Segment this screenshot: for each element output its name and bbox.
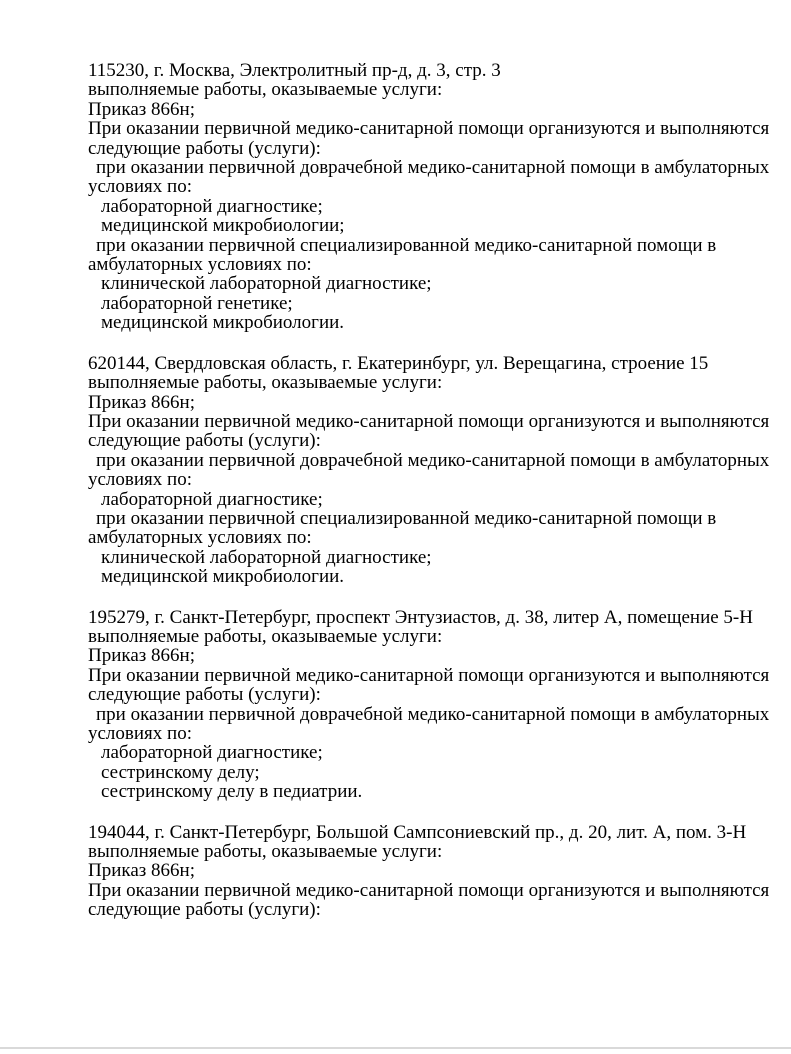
- section-heading: при оказании первичной специализированной медико-санитарной помощи в амбулаторных условиях по:: [88, 507, 717, 549]
- works-label: выполняемые работы, оказываемые услуги:: [88, 841, 443, 863]
- service-item: медицинской микробиологии;: [101, 215, 345, 237]
- works-label: выполняемые работы, оказываемые услуги:: [88, 79, 443, 101]
- service-item: лабораторной генетике;: [101, 292, 293, 314]
- location-address: 195279, г. Санкт-Петербург, проспект Энтузиастов, д. 38, литер А, помещение 5-Н: [88, 606, 753, 628]
- service-item: клинической лабораторной диагностике;: [101, 546, 432, 568]
- intro-paragraph: При оказании первичной медико-санитарной помощи организуются и выполняются следующие работы (услуги):: [88, 118, 770, 159]
- location-address: 620144, Свердловская область, г. Екатеринбург, ул. Верещагина, строение 15: [88, 352, 709, 374]
- service-item: медицинской микробиологии.: [101, 312, 345, 334]
- section-heading: при оказании первичной доврачебной медико-санитарной помощи в амбулаторных условиях по:: [88, 157, 770, 198]
- section-heading: при оказании первичной доврачебной медико-санитарной помощи в амбулаторных условиях по:: [88, 703, 770, 744]
- works-label: выполняемые работы, оказываемые услуги:: [88, 372, 443, 394]
- service-item: сестринскому делу;: [101, 761, 260, 783]
- service-item: лабораторной диагностике;: [101, 742, 323, 764]
- service-item: сестринскому делу в педиатрии.: [101, 781, 363, 803]
- order-reference: Приказ 866н;: [88, 860, 195, 882]
- intro-paragraph: При оказании первичной медико-санитарной помощи организуются и выполняются следующие работы (услуги):: [88, 410, 770, 452]
- order-reference: Приказ 866н;: [88, 98, 195, 120]
- location-block: [88, 61, 791, 333]
- location-block: [88, 354, 791, 587]
- service-item: лабораторной диагностике;: [101, 195, 323, 217]
- service-item: лабораторной диагностике;: [101, 488, 323, 510]
- order-reference: Приказ 866н;: [88, 645, 195, 667]
- location-address: 194044, г. Санкт-Петербург, Большой Сампсониевский пр., д. 20, лит. А, пом. 3-Н: [88, 821, 747, 843]
- service-item: медицинской микробиологии.: [101, 566, 345, 588]
- order-reference: Приказ 866н;: [88, 391, 195, 413]
- document-body: [88, 61, 791, 941]
- location-address: 115230, г. Москва, Электролитный пр-д, д. 3, стр. 3: [88, 60, 501, 81]
- section-heading: при оказании первичной специализированной медико-санитарной помощи в амбулаторных условиях по:: [88, 234, 717, 276]
- location-block: [88, 608, 791, 802]
- section-heading: при оказании первичной доврачебной медико-санитарной помощи в амбулаторных условиях по:: [88, 449, 770, 491]
- intro-paragraph: При оказании первичной медико-санитарной помощи организуются и выполняются следующие работы (услуги):: [88, 664, 770, 706]
- works-label: выполняемые работы, оказываемые услуги:: [88, 625, 443, 647]
- page-bottom-divider: [0, 1047, 791, 1049]
- intro-paragraph: При оказании первичной медико-санитарной помощи организуются и выполняются следующие работы (услуги):: [88, 879, 770, 921]
- location-block: [88, 823, 791, 920]
- service-item: клинической лабораторной диагностике;: [101, 273, 432, 295]
